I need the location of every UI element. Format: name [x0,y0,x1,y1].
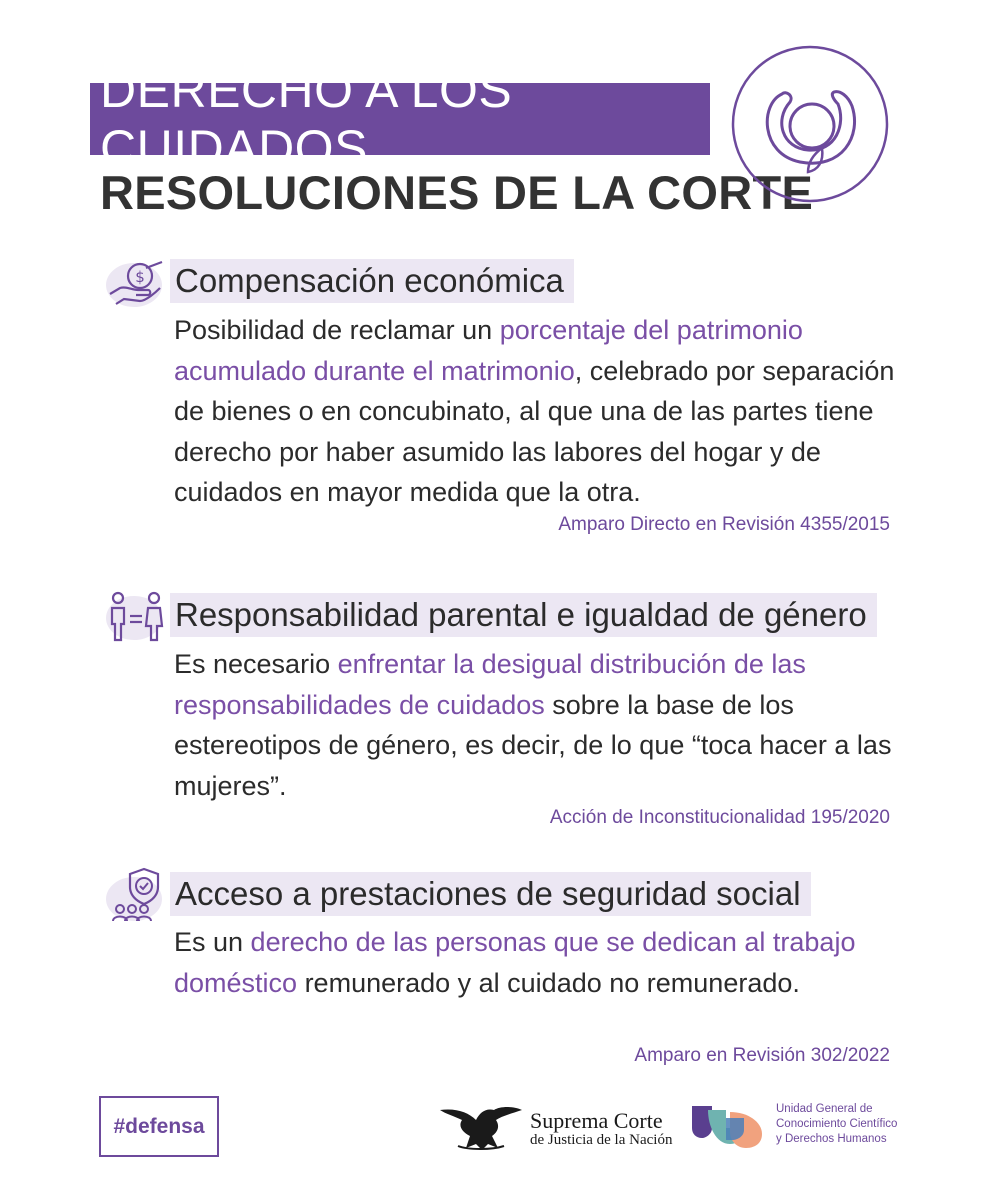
care-logo-icon [730,44,890,204]
unit-emblem-icon [690,1104,766,1150]
highlighted-text: enfrentar la desigual distribución de las responsabilidades de cuidados [174,649,806,720]
section-body: Posibilidad de reclamar un porcentaje del patrimonio acumulado durante el matrimonio, celebrado por separación de bienes o en concubinato, al que una de las partes tiene derecho por haber asumido las labores del hogar y de cuidados en mayor medida que la otra. [174,315,895,507]
section-body: Es necesario enfrentar la desigual distribución de las responsabilidades de cuidados sobre la base de los estereotipos de género, es decir, de lo que “toca hacer a las mujeres”. [174,649,892,801]
subtitle: RESOLUCIONES DE LA CORTE [100,166,814,219]
section-title: Compensación económica [170,259,574,303]
scjn-name: Suprema Corte [530,1108,663,1133]
social-security-icon [104,865,168,929]
scjn-logo [438,1102,678,1154]
highlighted-text: porcentaje del patrimonio acumulado durante el matrimonio [174,315,803,386]
gender-equality-icon [104,586,168,650]
scjn-name-sub: de Justicia de la Nación [530,1132,673,1148]
case-reference: Amparo Directo en Revisión 4355/2015 [558,514,890,535]
case-reference: Amparo en Revisión 302/2022 [634,1045,890,1066]
highlighted-text: derecho de las personas que se dedican al trabajo doméstico [174,927,856,998]
svg-text:$: $ [135,268,145,286]
section-title: Acceso a prestaciones de seguridad social [170,872,811,916]
eagle-emblem-icon [438,1102,524,1154]
unit-logo [690,1100,910,1156]
money-hand-icon [104,252,168,316]
section-title: Responsabilidad parental e igualdad de género [170,593,877,637]
unit-name: Unidad General de Conocimiento Científico y Derechos Humanos [776,1103,898,1145]
case-reference: Acción de Inconstitucionalidad 195/2020 [549,807,890,828]
hashtag-label: #defensa [99,1096,219,1157]
section-body: Es un derecho de las personas que se dedican al trabajo doméstico remunerado y al cuidado no remunerado. [174,927,856,998]
main-title: DERECHO A LOS CUIDADOS [90,83,710,155]
